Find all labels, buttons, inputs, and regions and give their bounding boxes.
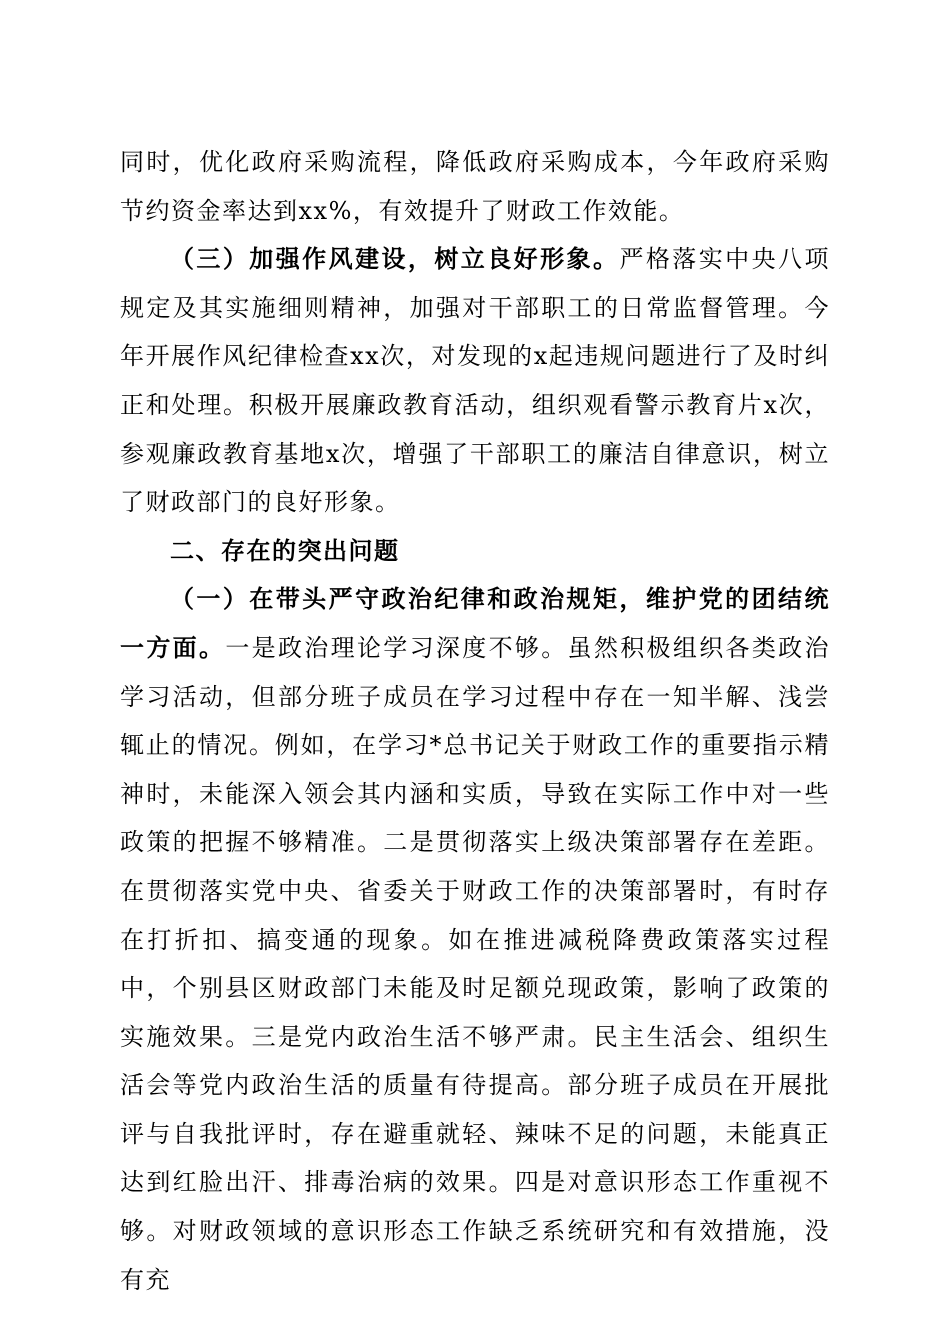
document-page bbox=[120, 138, 830, 1304]
paragraph-style-building bbox=[120, 235, 830, 527]
section-heading: 二、存在的突出问题 bbox=[170, 536, 400, 565]
paragraph-text: 严格落实中央八项规定及其实施细则精神，加强对干部职工的日常监督管理。今年开展作风纪律检查xx次，对发现的x起违规问题进行了及时纠正和处理。积极开展廉政教育活动，组织观看警示教育片x次，参观廉政教育基地x次，增强了干部职工的廉洁自律意识，树立了财政部门的良好形象。 bbox=[120, 245, 830, 517]
paragraph-text: 同时，优化政府采购流程，降低政府采购成本，今年政府采购节约资金率达到xx%，有效提升了财政工作效能。 bbox=[120, 148, 830, 225]
paragraph-continued bbox=[120, 138, 830, 235]
paragraph-lead: （一）在带头严守政治纪律和政治规矩，维护党的团结统一方面。 bbox=[120, 584, 830, 662]
paragraph-lead: （三）加强作风建设，树立良好形象。 bbox=[170, 244, 620, 274]
paragraph-political-discipline bbox=[120, 575, 830, 1304]
paragraph-text: 一是政治理论学习深度不够。虽然积极组织各类政治学习活动，但部分班子成员在学习过程中存在一知半解、浅尝辄止的情况。例如，在学习*总书记关于财政工作的重要指示精神时，未能深入领会其内涵和实质，导致在实际工作中对一些政策的把握不够精准。二是贯彻落实上级决策部署存在差距。在贯彻落实党中央、省委关于财政工作的决策部署时，有时存在打折扣、搞变通的现象。如在推进减税降费政策落实过程中，个别县区财政部门未能及时足额兑现政策，影响了政策的实施效果。三是党内政治生活不够严肃。民主生活会、组织生活会等党内政治生活的质量有待提高。部分班子成员在开展批评与自我批评时，存在避重就轻、辣味不足的问题，未能真正达到红脸出汗、排毒治病的效果。四是对意识形态工作重视不够。对财政领域的意识形态工作缺乏系统研究和有效措施，没有充 bbox=[120, 633, 831, 1294]
